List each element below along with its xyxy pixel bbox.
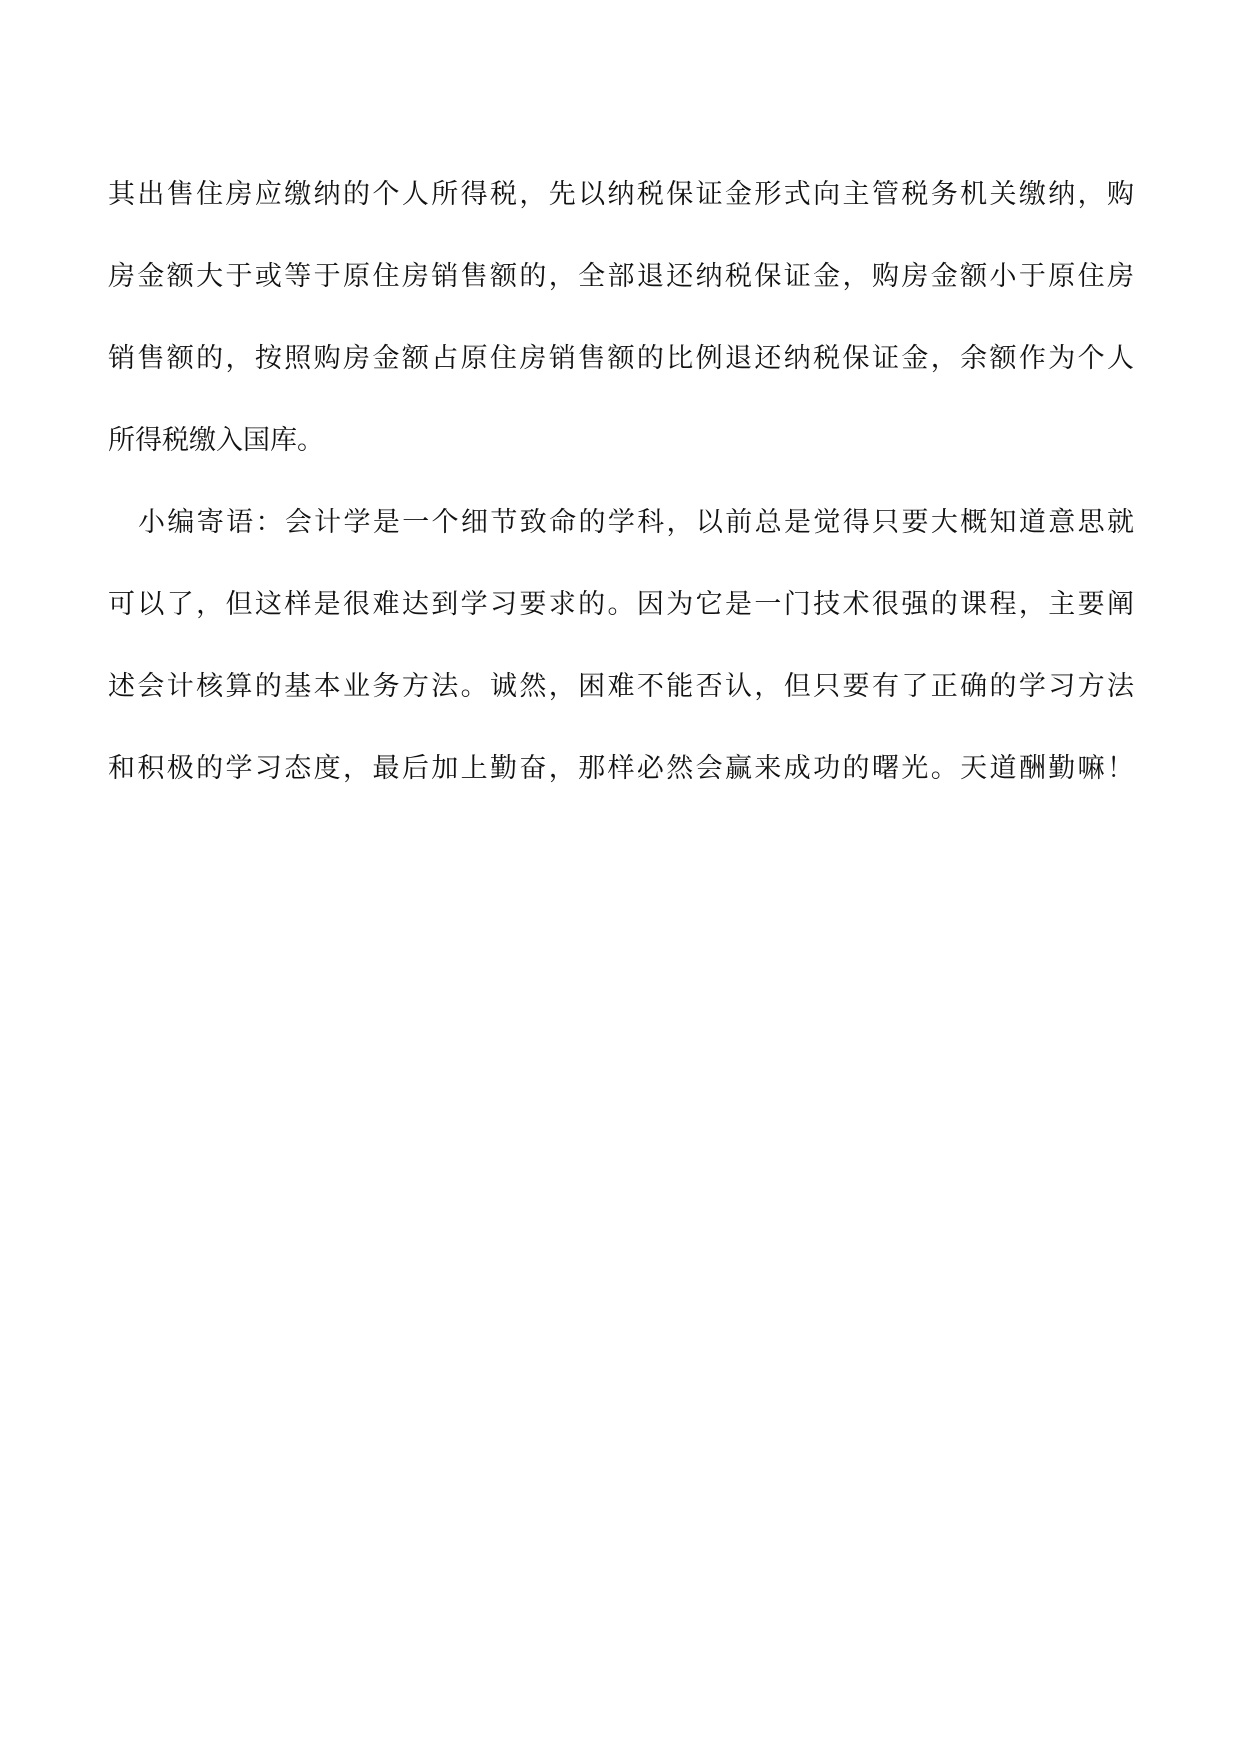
- paragraph-line: 小编寄语：会计学是一个细节致命的学科，以前总是觉得只要大概知道意思就: [138, 507, 1134, 538]
- paragraph-line: 可以了，但这样是很难达到学习要求的。因为它是一门技术很强的课程，主要阐: [108, 589, 1134, 620]
- paragraph-tax-deposit: [108, 154, 1134, 482]
- paragraph-line: 和积极的学习态度，最后加上勤奋，那样必然会赢来成功的曙光。天道酬勤嘛！: [108, 753, 1134, 784]
- paragraph-line: 所得税缴入国库。: [108, 425, 324, 456]
- document-body: [108, 154, 1134, 810]
- paragraph-line: 述会计核算的基本业务方法。诚然，困难不能否认，但只要有了正确的学习方法: [108, 671, 1134, 702]
- paragraph-line: 其出售住房应缴纳的个人所得税，先以纳税保证金形式向主管税务机关缴纳，购: [108, 179, 1134, 210]
- paragraph-editor-note: [108, 482, 1134, 810]
- paragraph-line: 房金额大于或等于原住房销售额的，全部退还纳税保证金，购房金额小于原住房: [108, 261, 1134, 292]
- paragraph-line: 销售额的，按照购房金额占原住房销售额的比例退还纳税保证金，余额作为个人: [108, 343, 1134, 374]
